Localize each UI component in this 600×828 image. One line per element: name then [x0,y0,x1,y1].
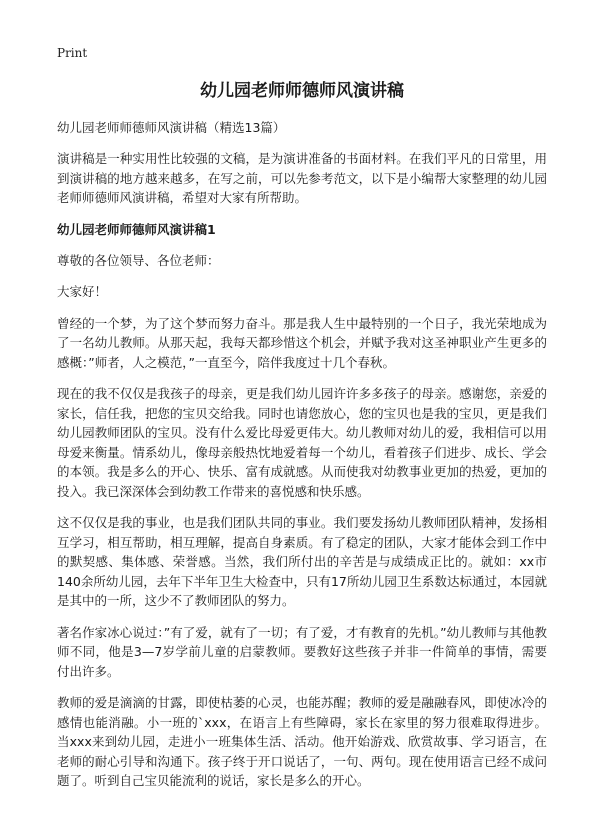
body-paragraph: 这不仅仅是我的事业，也是我们团队共同的事业。我们要发扬幼儿教师团队精神，发扬相互学习，相互帮助，相互理解，提高自身素质。有了稳定的团队，大家才能体会到工作中的默契感、集体感、荣誉感。当然，我们所付出的辛苦是与成绩成正比的。就如：xx市140余所幼儿园，去年下半年卫生大检查中，只有17所幼儿园卫生系数达标通过，本园就是其中的一所，这少不了教师团队的努力。 [57,515,547,608]
body-paragraph: 教师的爱是滴滴的甘露，即使枯萎的心灵，也能苏醒；教师的爱是融融春风，即使冰冷的感情也能消融。小一班的`xxx，在语言上有些障碍，家长在家里的努力很难取得进步。当xxx来到幼儿园，走进小一班集体生活、活动。他开始游戏、欣赏故事、学习语言，在老师的耐心引导和沟通下。孩子终于开口说话了，一句、两句。现在使用语言已经不成问题了。听到自己宝贝能流利的说话，家长是多么的开心。 [57,695,547,788]
document-subtitle: 幼儿园老师师德师风演讲稿（精选13篇） [57,120,286,135]
intro-paragraph: 演讲稿是一种实用性比较强的文稿，是为演讲准备的书面材料。在我们平凡的日常里，用到演讲稿的地方越来越多，在写之前，可以先参考范文，以下是小编帮大家整理的幼儿园老师师德师风演讲稿，希望对大家有所帮助。 [57,151,547,205]
body-paragraph: 曾经的一个梦，为了这个梦而努力奋斗。那是我人生中最特别的一个日子，我光荣地成为了一名幼儿教师。从那天起，我每天都珍惜这个机会，并赋予我对这圣神职业产生更多的感概：”师者，人之模范，”一直至今，陪伴我度过十几个春秋。 [57,315,547,370]
body-paragraph: 现在的我不仅仅是我孩子的母亲，更是我们幼儿园许许多多孩子的母亲。感谢您，亲爱的家长，信任我，把您的宝贝交给我。同时也请您放心，您的宝贝也是我的宝贝，更是我们幼儿园教师团队的宝贝。没有什么爱比母爱更伟大。幼儿教师对幼儿的爱，我相信可以用母爱来衡量。情系幼儿，像母亲般热忱地爱着每一个幼儿，看着孩子们进步、成长、学会的本领。我是多么的开心、快乐、富有成就感。从而使我对幼教事业更加的热爱，更加的投入。我已深深体会到幼教工作带来的喜悦感和快乐感。 [57,386,547,499]
section-heading: 幼儿园老师师德师风演讲稿1 [57,221,216,237]
document-body [57,80,547,803]
hello-paragraph: 大家好！ [57,284,108,299]
greeting-paragraph: 尊敬的各位领导、各位老师： [57,252,220,268]
print-link[interactable]: Print [57,46,88,60]
body-paragraph: 著名作家冰心说过：”有了爱，就有了一切；有了爱，才有教育的先机。”幼儿教师与其他教师不同，他是3—7岁学前儿童的启蒙教师。要教好这些孩子并非一件简单的事情，需要付出许多。 [57,624,547,679]
page-title: 幼儿园老师师德师风演讲稿 [200,81,404,101]
